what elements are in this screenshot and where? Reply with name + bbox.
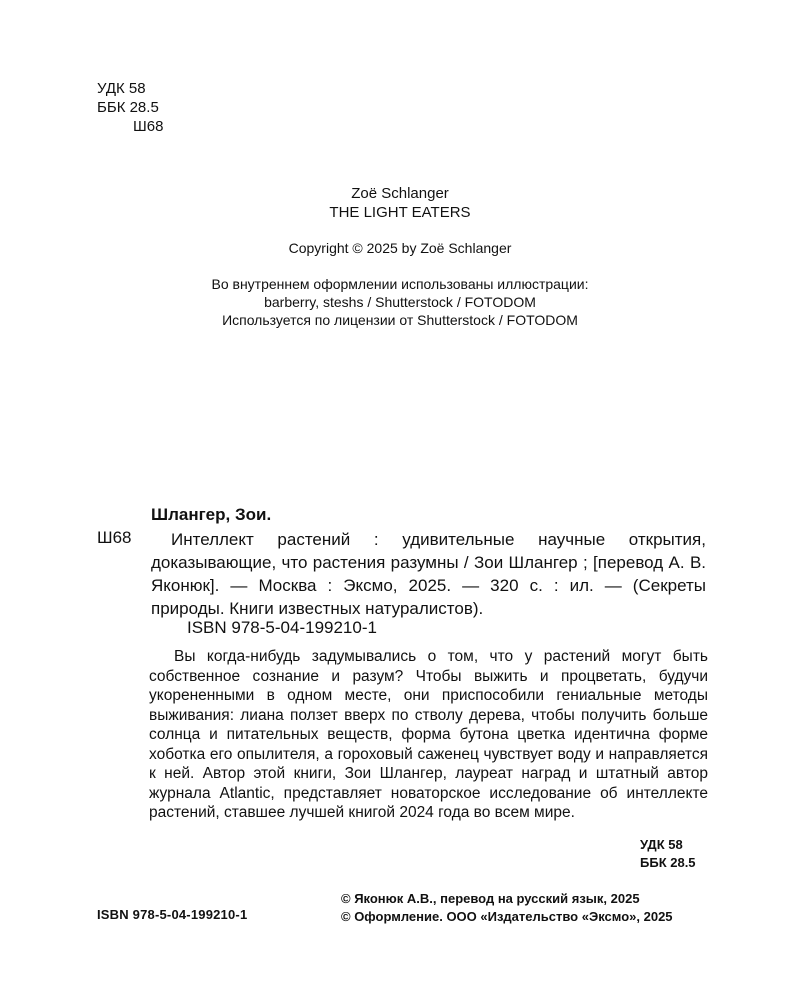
copyright-translation: © Яконюк А.В., перевод на русский язык, 2025 [341,891,640,906]
record-isbn: ISBN 978-5-04-199210-1 [187,618,377,637]
annotation [149,647,708,823]
bbk-code: ББК 28.5 [97,99,159,116]
bibliographic-description [151,528,706,620]
footer-isbn: ISBN 978-5-04-199210-1 [97,907,248,922]
copyright-design: © Оформление. ООО «Издательство «Эксмо», 2025 [341,909,673,924]
record-description: Интеллект растений : удивительные научные открытия, доказывающие, что растения разумны / Зои Шлангер ; [перевод А. В. Яконюк]. — Москва : Эксмо, 2025. — 320 с. : ил. — (Секреты природы. Книги известных натуралистов). [151,530,706,618]
author-sign: Ш68 [133,118,164,135]
original-edition [0,184,800,222]
illustrations-line-3: Используется по лицензии от Shutterstock / FOTODOM [222,312,578,328]
classification-bottom [640,836,696,872]
original-copyright: Copyright © 2025 by Zoë Schlanger [288,240,512,256]
bbk-code-bottom: ББК 28.5 [640,855,696,870]
annotation-text: Вы когда-нибудь задумывались о том, что у растений могут быть собственное сознание и разум? Чтобы выжить и процветать, будучи укорененными в одном месте, они приспособили гениальные методы выживания: лиана ползет вверх по стволу дерева, чтобы получить больше солнца и питательных веществ, форма бутона цветка идентична форме хоботка его опылителя, а гороховый саженец чувствует воду и направляется к ней. Автор этой книги, Зои Шлангер, лауреат наград и штатный автор журнала Atlantic, представляет новаторское исследование об интеллекте растений, ставшее лучшей книгой 2024 года во всем мире. [149,648,708,821]
udk-code: УДК 58 [97,80,146,97]
footer-copyrights [341,890,673,926]
illustrations-credit [0,275,800,329]
illustrations-line-1: Во внутреннем оформлении использованы иллюстрации: [211,276,589,292]
udk-code-bottom: УДК 58 [640,837,683,852]
record-author-sign: Ш68 [97,528,132,547]
illustrations-line-2: barberry, steshs / Shutterstock / FOTODOM [264,294,536,310]
original-author: Zoë Schlanger [351,185,449,202]
original-title: THE LIGHT EATERS [329,204,471,221]
classification-top [97,79,163,136]
record-author-heading: Шлангер, Зои. [151,505,272,524]
